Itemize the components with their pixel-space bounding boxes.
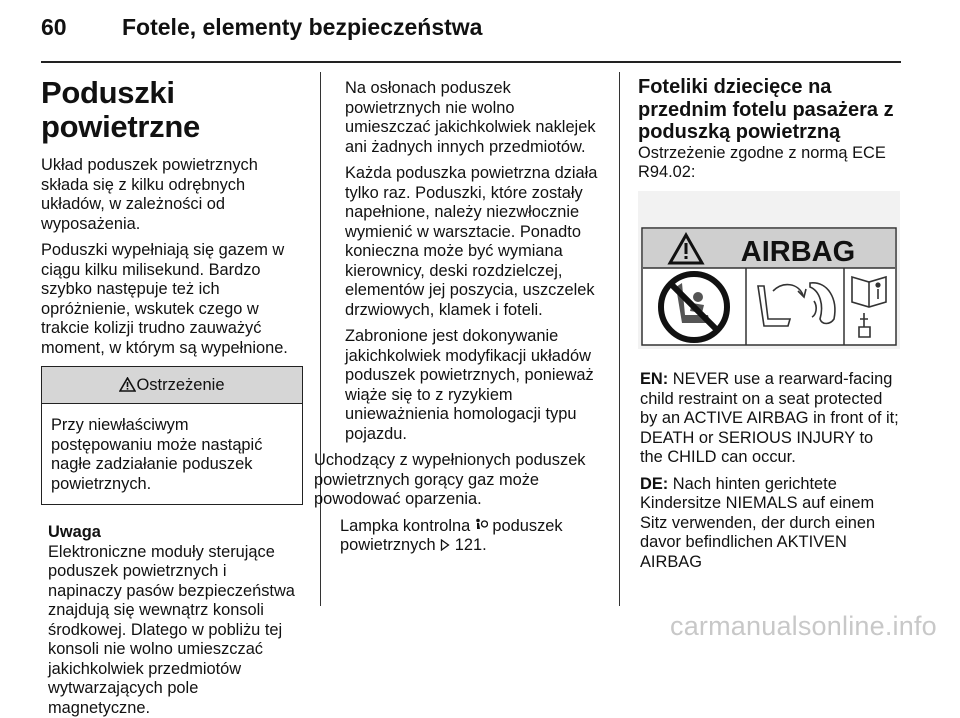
paragraph-single-use: Każda poduszka powietrzna działa tylko raz. Poduszki, które zostały napełnione, należy niezwłocznie wymienić w warsztacie. Ponadto konieczna może być wymiana kierownicy, deski rozdzielczej, elementów jej poszycia, uszczelek drzwiowych, klamek i foteli. <box>345 164 598 319</box>
de-label: DE: <box>640 474 669 493</box>
chapter-title: Fotele, elementy bezpieczeństwa <box>122 14 483 40</box>
page-number: 60 <box>41 14 67 40</box>
warning-header <box>42 367 302 404</box>
paragraph-ece-intro: Ostrzeżenie zgodne z normą ECE R94.02: <box>638 143 886 181</box>
indicator-lamp-label: Lampka kontrolna <box>340 516 471 535</box>
page-reference-arrow-icon[interactable] <box>440 539 450 551</box>
airbag-indicator-icon <box>475 518 488 532</box>
note-title: Uwaga <box>48 523 101 541</box>
paragraph-hot-gas: Uchodzący z wypełnionych poduszek powietrznych gorący gaz może powodować oparzenia. <box>314 451 586 508</box>
paragraph-no-modifications: Zabronione jest dokonywanie jakichkolwiek modyfikacji układów poduszek powietrznych, ponieważ wiąże się to z ryzykiem unieważnienia homologacji typu pojazdu. <box>345 327 594 443</box>
warning-title: Ostrzeżenie <box>136 376 225 394</box>
paragraph-en-warning <box>638 370 900 468</box>
paragraph-airbag-system: Układ poduszek powietrznych składa się z kilku odrębnych układów, w zależności od wyposażenia. <box>41 156 258 233</box>
note-block <box>41 523 303 718</box>
paragraph-indicator-lamp <box>340 517 602 556</box>
indicator-lamp-text: poduszek powietrznych <box>340 516 563 554</box>
en-text: NEVER use a rearward-facing child restraint on a seat protected by an ACTIVE AIRBAG in front of it; DEATH or SERIOUS INJURY to the CHILD can occur. <box>640 370 899 466</box>
section-heading-child-seats: Foteliki dziecięce na przednim fotelu pasażera z poduszką powietrzną <box>638 76 894 143</box>
watermark: carmanualsonline.info <box>670 611 937 641</box>
note-text: Elektroniczne moduły sterujące poduszek powietrznych i napinaczy pasów bezpieczeństwa znajdują się wewnątrz konsoli środkowej. Dlatego w pobliżu tej konsoli nie wolno umieszczać jakichkolwiek przedmiotów wytwarzających pole magnetyczne. <box>48 542 295 717</box>
label-airbag-text: AIRBAG <box>740 235 856 268</box>
warning-box <box>41 366 303 505</box>
column-3 <box>638 76 900 579</box>
warning-text: Przy niewłaściwym postępowaniu może nastąpić nagłe zadziałanie poduszek powietrznych. <box>51 416 263 493</box>
de-text: Nach hinten gerichtete Kindersitze NIEMALS auf einem Sitz verwenden, der durch einen davor befindlichen AKTIVEN AIRBAG <box>640 474 876 571</box>
section-heading-airbags: Poduszki powietrzne <box>41 75 200 144</box>
paragraph-no-stickers: Na osłonach poduszek powietrznych nie wolno umieszczać jakichkolwiek naklejek ani żadnych innych przedmiotów. <box>345 79 596 156</box>
paragraph-de-warning <box>638 475 900 573</box>
column-1 <box>41 76 303 718</box>
column-divider-1 <box>320 72 321 606</box>
warning-triangle-icon <box>119 377 136 392</box>
page-reference[interactable]: 121. <box>454 536 487 554</box>
en-label: EN: <box>640 370 669 388</box>
paragraph-airbag-inflation: Poduszki wypełniają się gazem w ciągu kilku milisekund. Bardzo szybko następuje też ich opróżnienie, wskutek czego w trakcie kolizji trudno zauważyć moment, w którym są wypełnione. <box>41 241 288 357</box>
column-2 <box>314 79 602 563</box>
airbag-warning-label-figure <box>638 191 900 349</box>
column-divider-2 <box>619 72 620 606</box>
header-rule <box>41 61 901 63</box>
